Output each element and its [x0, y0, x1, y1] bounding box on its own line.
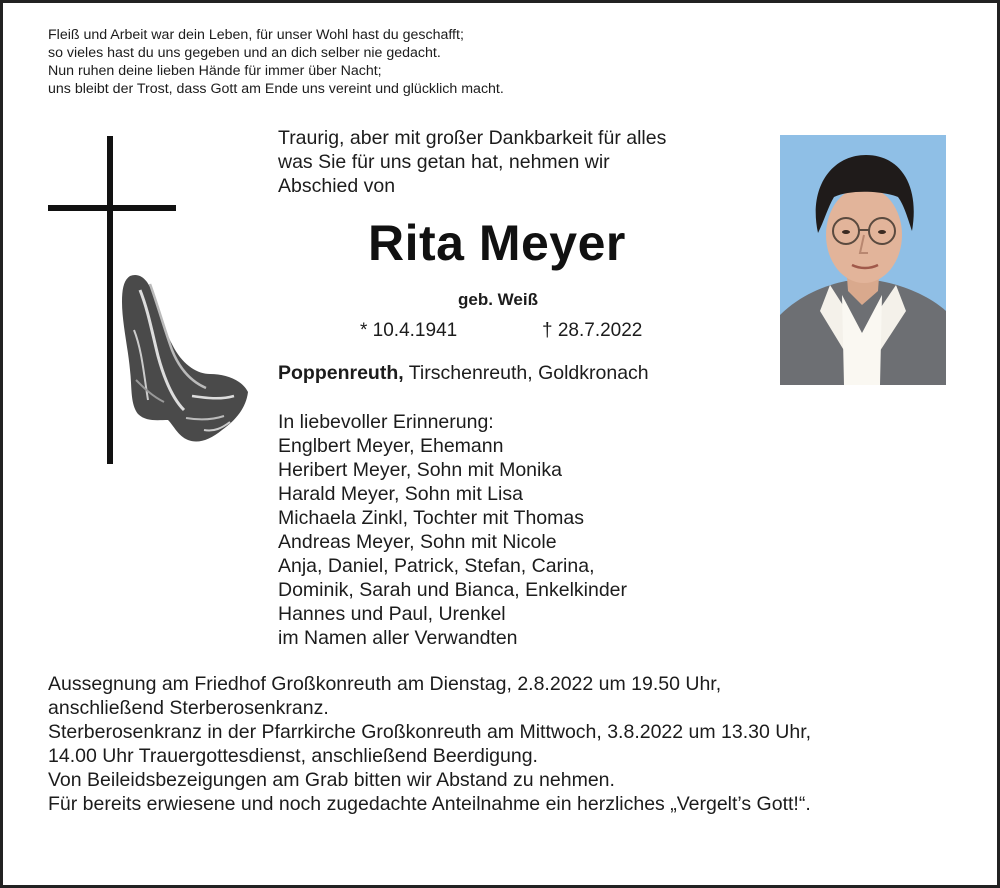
- poem-line: Nun ruhen deine lieben Hände für immer über Nacht;: [48, 63, 382, 79]
- mourner-line: im Namen aller Verwandten: [278, 627, 518, 649]
- intro-line: was Sie für uns getan hat, nehmen wir: [278, 151, 610, 173]
- intro-line: Traurig, aber mit großer Dankbarkeit für alles: [278, 127, 667, 149]
- portrait-photo: [780, 135, 946, 385]
- birth-name: geb. Weiß: [458, 290, 538, 309]
- funeral-line: anschließend Sterberosenkranz.: [48, 697, 329, 719]
- places-line: [278, 362, 649, 385]
- other-places: Tirschenreuth, Goldkronach: [403, 362, 649, 384]
- funeral-notice: [48, 672, 968, 816]
- poem-verse: [48, 26, 748, 98]
- death-date: † 28.7.2022: [542, 320, 643, 341]
- mourner-line: Harald Meyer, Sohn mit Lisa: [278, 483, 523, 505]
- poem-line: so vieles hast du uns gegeben und an dich selber nie gedacht.: [48, 45, 441, 61]
- mourner-line: Michaela Zinkl, Tochter mit Thomas: [278, 507, 584, 529]
- deceased-name: Rita Meyer: [368, 215, 626, 271]
- mourner-line: Heribert Meyer, Sohn mit Monika: [278, 459, 562, 481]
- funeral-line: Sterberosenkranz in der Pfarrkirche Großkonreuth am Mittwoch, 3.8.2022 um 13.30 Uhr,: [48, 721, 812, 743]
- poem-line: Fleiß und Arbeit war dein Leben, für unser Wohl hast du geschafft;: [48, 27, 464, 43]
- mourner-line: Hannes und Paul, Urenkel: [278, 603, 506, 625]
- intro-text: [278, 126, 748, 198]
- praying-hands-icon: [118, 270, 252, 448]
- mourner-line: In liebevoller Erinnerung:: [278, 411, 494, 433]
- mourners-list: [278, 410, 758, 650]
- poem-line: uns bleibt der Trost, dass Gott am Ende uns vereint und glücklich macht.: [48, 81, 504, 97]
- funeral-line: 14.00 Uhr Trauergottesdienst, anschließend Beerdigung.: [48, 745, 538, 767]
- mourner-line: Anja, Daniel, Patrick, Stefan, Carina,: [278, 555, 595, 577]
- intro-line: Abschied von: [278, 175, 396, 197]
- funeral-line: Von Beileidsbezeigungen am Grab bitten wir Abstand zu nehmen.: [48, 769, 615, 791]
- funeral-line: Für bereits erwiesene und noch zugedachte Anteilnahme ein herzliches „Vergelt’s Gott!“.: [48, 793, 811, 815]
- mourner-line: Andreas Meyer, Sohn mit Nicole: [278, 531, 557, 553]
- mourner-line: Dominik, Sarah und Bianca, Enkelkinder: [278, 579, 628, 601]
- funeral-line: Aussegnung am Friedhof Großkonreuth am Dienstag, 2.8.2022 um 19.50 Uhr,: [48, 673, 722, 695]
- birth-date: * 10.4.1941: [360, 320, 458, 341]
- mourner-line: Englbert Meyer, Ehemann: [278, 435, 504, 457]
- primary-place: Poppenreuth,: [278, 362, 404, 384]
